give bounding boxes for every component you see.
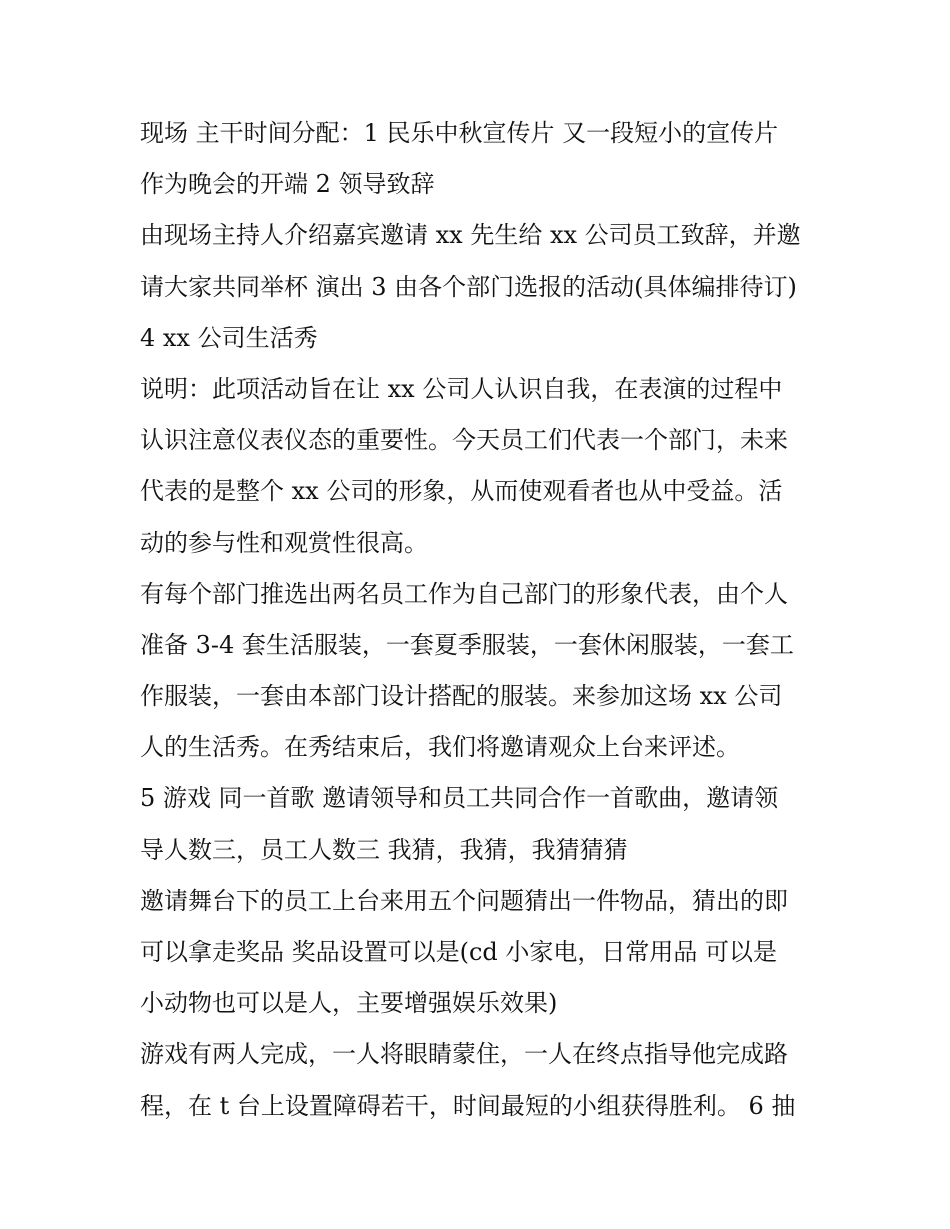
text-line: 游戏有两人完成，一人将眼睛蒙住，一人在终点指导他完成路 [140,1040,788,1069]
text-line: 请大家共同举杯 演出 3 由各个部门选报的活动(具体编排待订) [140,272,797,301]
text-line: 5 游戏 同一首歌 邀请领导和员工共同合作一首歌曲，邀请领 [140,784,779,813]
text-line: 动的参与性和观赏性很高。 [140,528,428,557]
text-line: 人的生活秀。在秀结束后，我们将邀请观众上台来评述。 [140,733,740,762]
text-line: 说明：此项活动旨在让 xx 公司人认识自我，在表演的过程中 [140,374,783,403]
text-line: 代表的是整个 xx 公司的形象，从而使观看者也从中受益。活 [140,477,783,506]
text-line: 小动物也可以是人，主要增强娱乐效果) [140,989,558,1018]
text-line: 准备 3-4 套生活服装，一套夏季服装，一套休闲服装，一套工 [140,630,794,659]
text-line: 4 xx 公司生活秀 [140,323,318,352]
text-line: 导人数三，员工人数三 我猜，我猜，我猜猜猜 [140,835,628,864]
text-line: 认识注意仪表仪态的重要性。今天员工们代表一个部门，未来 [140,426,788,455]
text-line: 作为晚会的开端 2 领导致辞 [140,170,435,199]
text-line: 有每个部门推选出两名员工作为自己部门的形象代表，由个人 [140,579,788,608]
document-body [140,108,820,1132]
text-line: 邀请舞台下的员工上台来用五个问题猜出一件物品，猜出的即 [140,886,788,915]
text-line: 由现场主持人介绍嘉宾邀请 xx 先生给 xx 公司员工致辞，并邀 [140,221,801,250]
text-line: 现场 主干时间分配：1 民乐中秋宣传片 又一段短小的宣传片 [140,119,779,147]
text-line: 可以拿走奖品 奖品设置可以是(cd 小家电，日常用品 可以是 [140,938,778,966]
text-line: 作服装，一套由本部门设计搭配的服装。来参加这场 xx 公司 [140,682,783,711]
text-line: 程，在 t 台上设置障碍若干，时间最短的小组获得胜利。 6 抽 [140,1091,796,1120]
